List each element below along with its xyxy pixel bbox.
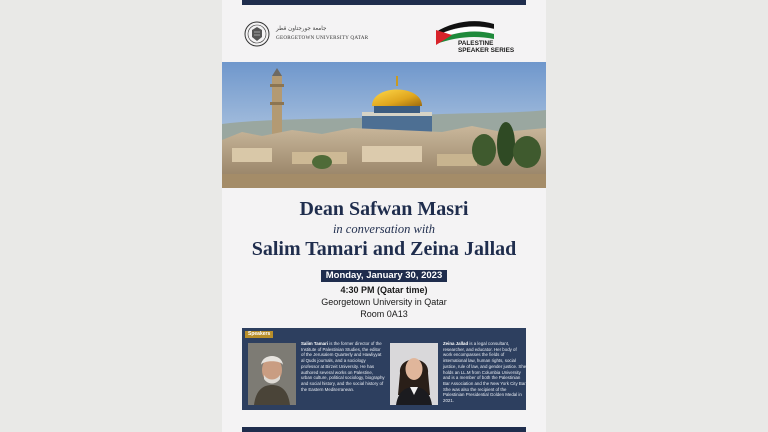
event-venue: Georgetown University in Qatar: [321, 297, 447, 307]
guest-names: Salim Tamari and Zeina Jallad: [251, 238, 517, 260]
speaker-name-salim: Salim Tamari: [301, 341, 329, 346]
speakers-panel: [242, 328, 526, 410]
university-name: GEORGETOWN UNIVERSITY QATAR: [276, 35, 369, 41]
conversation-connector: in conversation with: [332, 222, 436, 236]
salim-tamari-photo: [248, 343, 296, 405]
series-line-2: SPEAKER SERIES: [458, 47, 515, 54]
event-poster: [222, 0, 546, 432]
event-date: Monday, January 30, 2023: [321, 270, 447, 282]
series-name: [458, 40, 514, 54]
speaker-bio-zeina: [443, 341, 527, 404]
event-room: Room 0A13: [360, 309, 408, 319]
palestine-speaker-series-logo: [434, 18, 528, 54]
university-seal-icon: [244, 20, 270, 48]
speaker-bio-salim: [301, 341, 385, 392]
speaker-bio-text-zeina: is a legal consultant, researcher, and educator. Her body of work encompasses the fields of international law, human rights, social justice, rule of law, and gender justice. She holds an LL.M from Columbia University and is a member of both the Palestinian Bar Association and the New York City Bar. She was also the recipient of the Palestinian Presidential Golden Medal in 2021.: [443, 341, 527, 404]
speakers-tag: Speakers: [245, 331, 273, 338]
series-line-1: PALESTINE: [458, 40, 494, 47]
bottom-bar: [242, 427, 526, 432]
top-bar: [242, 0, 526, 5]
georgetown-logo: [244, 20, 369, 50]
event-time: 4:30 PM (Qatar time): [340, 285, 428, 295]
zeina-jallad-photo: [390, 343, 438, 405]
speaker-bio-text-salim: is the former director of the Institute of Palestinian Studies, the editor of the Jerusalem Quarterly and Hawliyyat al Quds journals, and a sociology professor at Birzeit University. He has authored several works on Palestine, urban culture, political sociology, biography and social history, and the social history of the Eastern Mediterranean.: [301, 341, 385, 392]
speaker-name-zeina: Zeina Jallad: [443, 341, 469, 346]
host-name: Dean Safwan Masri: [299, 198, 469, 220]
university-arabic-name: جامعة جورجتاون قطر: [276, 26, 327, 32]
jerusalem-skyline-image: [222, 62, 546, 188]
